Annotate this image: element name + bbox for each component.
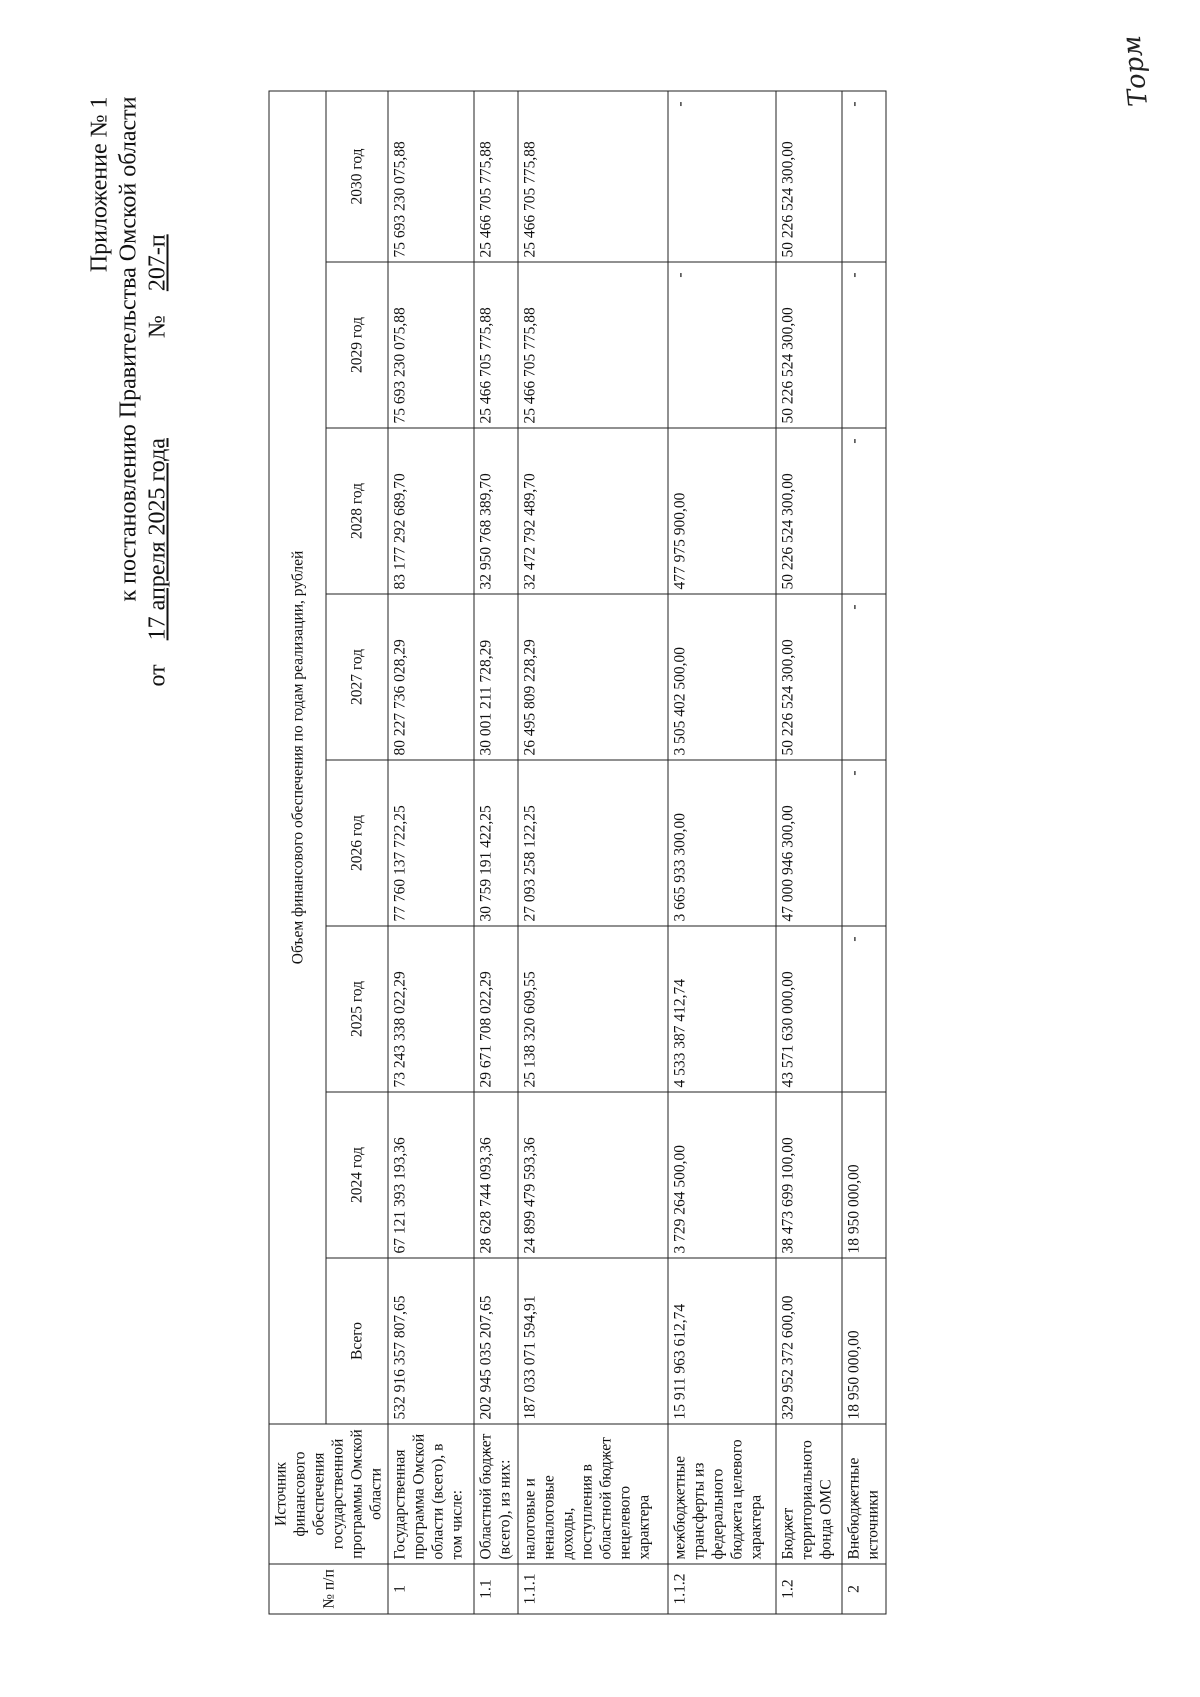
handwritten-signature: Торм <box>1116 33 1155 108</box>
col-header-year: 2025 год <box>326 926 388 1092</box>
row-num: 1.1 <box>474 1564 518 1614</box>
row-value: 30 759 191 422,25 <box>474 760 518 926</box>
table-row <box>474 91 518 1614</box>
col-header-year: 2026 год <box>326 760 388 926</box>
row-source: Государственная программа Омской области (всего), в том числе: <box>388 1424 474 1564</box>
row-value: 43 571 630 000,00 <box>776 926 842 1092</box>
row-value: 25 466 705 775,88 <box>518 262 668 428</box>
row-value: 47 000 946 300,00 <box>776 760 842 926</box>
row-value: 30 001 211 728,29 <box>474 594 518 760</box>
row-value: 532 916 357 807,65 <box>388 1258 474 1424</box>
resolution-ref: к постановлению Правительства Омской области <box>115 96 142 602</box>
from-label: от <box>144 664 171 687</box>
table-row <box>388 91 474 1614</box>
col-header-year: 2029 год <box>326 262 388 428</box>
row-num: 1.1.1 <box>518 1564 668 1614</box>
document-header <box>86 97 173 737</box>
resolution-number: 207-п <box>144 234 171 292</box>
row-value: - <box>842 262 886 428</box>
row-value: 32 950 768 389,70 <box>474 428 518 594</box>
row-value: - <box>668 91 776 262</box>
col-header-year: Всего <box>326 1258 388 1424</box>
number-label: № <box>144 315 171 339</box>
row-value: 32 472 792 489,70 <box>518 428 668 594</box>
row-num: 1 <box>388 1564 474 1614</box>
table-row <box>776 91 842 1614</box>
row-value: 477 975 900,00 <box>668 428 776 594</box>
row-value: 75 693 230 075,88 <box>388 91 474 262</box>
financing-table <box>269 90 887 1614</box>
row-value: - <box>842 91 886 262</box>
table-row <box>842 91 886 1614</box>
row-value: 28 628 744 093,36 <box>474 1092 518 1258</box>
resolution-date: 17 апреля 2025 года <box>144 438 171 641</box>
row-source: межбюджетные трансферты из федерального бюджета целевого характера <box>668 1424 776 1564</box>
row-value: 25 466 705 775,88 <box>474 91 518 262</box>
row-value: 50 226 524 300,00 <box>776 91 842 262</box>
row-value: 25 466 705 775,88 <box>474 262 518 428</box>
row-source: налоговые и неналоговые доходы, поступления в областной бюджет нецелевого характера <box>518 1424 668 1564</box>
row-value: 77 760 137 722,25 <box>388 760 474 926</box>
row-value: 3 665 933 300,00 <box>668 760 776 926</box>
row-value: 25 138 320 609,55 <box>518 926 668 1092</box>
row-value: 18 950 000,00 <box>842 1258 886 1424</box>
row-value: 25 466 705 775,88 <box>518 91 668 262</box>
row-num: 1.1.2 <box>668 1564 776 1614</box>
row-value: 38 473 699 100,00 <box>776 1092 842 1258</box>
col-header-year: 2028 год <box>326 428 388 594</box>
col-header-group: Объем финансового обеспечения по годам реализации, рублей <box>269 91 326 1424</box>
col-header-num: № п/п <box>269 1564 388 1614</box>
rotated-page <box>1 0 1200 1697</box>
row-value: 67 121 393 193,36 <box>388 1092 474 1258</box>
row-value: 3 729 264 500,00 <box>668 1092 776 1258</box>
row-value: - <box>668 262 776 428</box>
row-value: 15 911 963 612,74 <box>668 1258 776 1424</box>
row-value: 50 226 524 300,00 <box>776 262 842 428</box>
row-source: Внебюджетные источники <box>842 1424 886 1564</box>
row-value: 27 093 258 122,25 <box>518 760 668 926</box>
resolution-date-line <box>144 97 173 737</box>
row-num: 2 <box>842 1564 886 1614</box>
row-value: 187 033 071 594,91 <box>518 1258 668 1424</box>
row-value: 26 495 809 228,29 <box>518 594 668 760</box>
row-value: 4 533 387 412,74 <box>668 926 776 1092</box>
col-header-year: 2030 год <box>326 91 388 262</box>
row-num: 1.2 <box>776 1564 842 1614</box>
row-value: 50 226 524 300,00 <box>776 594 842 760</box>
row-value: 50 226 524 300,00 <box>776 428 842 594</box>
row-value: 73 243 338 022,29 <box>388 926 474 1092</box>
row-source: Областной бюджет (всего), из них: <box>474 1424 518 1564</box>
row-value: - <box>842 428 886 594</box>
row-value: - <box>842 594 886 760</box>
row-value: 75 693 230 075,88 <box>388 262 474 428</box>
row-value: 29 671 708 022,29 <box>474 926 518 1092</box>
row-value: 329 952 372 600,00 <box>776 1258 842 1424</box>
table-row <box>518 91 668 1614</box>
row-value: - <box>842 760 886 926</box>
row-source: Бюджет территориального фонда ОМС <box>776 1424 842 1564</box>
col-header-source: Источник финансового обеспечения государственной программы Омской области <box>269 1424 388 1564</box>
appendix-title: Приложение № 1 <box>86 96 113 273</box>
table-row <box>668 91 776 1614</box>
row-value: 24 899 479 593,36 <box>518 1092 668 1258</box>
row-value: 80 227 736 028,29 <box>388 594 474 760</box>
col-header-year: 2027 год <box>326 594 388 760</box>
row-value: 202 945 035 207,65 <box>474 1258 518 1424</box>
row-value: - <box>842 926 886 1092</box>
row-value: 18 950 000,00 <box>842 1092 886 1258</box>
col-header-year: 2024 год <box>326 1092 388 1258</box>
row-value: 3 505 402 500,00 <box>668 594 776 760</box>
row-value: 83 177 292 689,70 <box>388 428 474 594</box>
